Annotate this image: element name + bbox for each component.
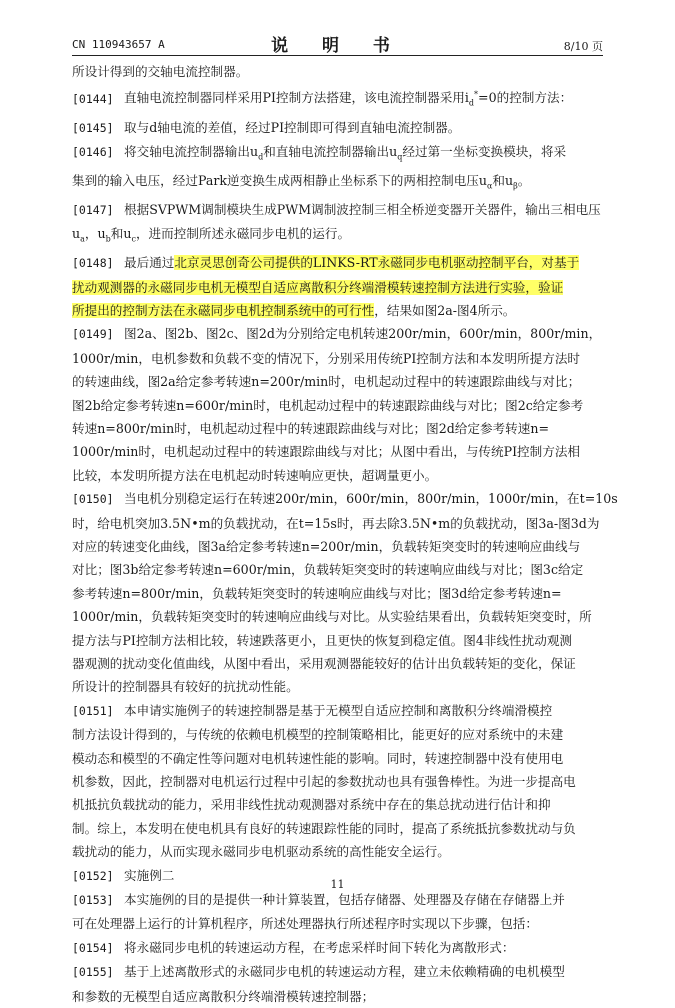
text-line [72,169,605,198]
subscript: b [105,234,111,244]
line-text: 1000r/min，负载转矩突变时的转速响应曲线与对比。从实验结果看出，负载转矩突变时，所 [72,609,592,625]
paragraph-number: [0146] [72,144,114,159]
line-text: 比较，本发明所提方法在电机起动时转速响应更快，超调量更小。 [72,467,438,483]
text-line [72,440,605,463]
page-header [72,26,603,54]
line-text: 图2b给定参考转速n=600r/min时，电机起动过程中的转速跟踪曲线与对比；图2c给定参考 [72,397,584,413]
paragraph-number: [0144] [72,91,114,106]
line-text: =0的控制方法： [478,90,573,106]
subscript: c [131,234,136,244]
line-text: 所设计得到的交轴电流控制器。 [72,64,249,79]
line-text: 和直轴电流控制器输出u [263,143,398,159]
text-line [72,912,605,935]
line-text: 图2a、图2b、图2c、图2d为分别给定电机转速200r/min，600r/min，800r/min， [124,326,602,342]
line-text: u [72,226,81,242]
paragraph-number: [0145] [72,120,114,135]
line-text: 时，给电机突加3.5N•m的负载扰动，在t=15s时，再去除3.5N•m的负载扰动，图3a-图3d为 [72,515,600,531]
text-line [72,60,605,83]
document-body [72,60,618,1008]
line-text: 对比；图3b给定参考转速n=600r/min，负载转矩突变时的转速响应曲线与对比；图3c给定 [72,562,584,578]
paragraph-number: [0153] [72,893,114,908]
line-text: 最后通过 [124,255,175,271]
line-text: 经过第一坐标变换模块，将采 [402,143,567,159]
text-line [72,464,605,487]
highlighted-text: 北京灵思创奇公司提供的LINKS-RT永磁同步电机驱动控制平台，对基于 [174,255,580,271]
text-line [72,793,605,816]
text-line [72,198,605,222]
line-text: 制方法设计得到的，与传统的依赖电机模型的控制策略相比，能更好的应对系统中的未建 [72,727,564,743]
patent-number: CN 110943657 A [72,38,165,51]
highlighted-text: 扰动观测器的永磁同步电机无模型自适应离散积分终端滑模转速控制方法进行实验，验证 [72,279,564,295]
text-line [72,699,605,723]
text-line [72,747,605,770]
subscript: d [258,152,264,162]
text-line [72,394,605,417]
line-text: 本申请实施例子的转速控制器是基于无模型自适应控制和离散积分终端滑模控 [124,702,553,718]
line-text: 将永磁同步电机的转速运动方程，在考虑采样时间下转化为离散形式： [124,939,515,955]
line-text: ，进而控制所述永磁同步电机的运行。 [135,226,351,242]
line-text: 对应的转速变化曲线，图3a给定参考转速n=200r/min，负载转矩突变时的转速响应曲线与 [72,538,581,554]
line-text: 模动态和模型的不确定性等问题对电机转速性能的影响。同时，转速控制器中没有使用电 [72,750,564,766]
line-text: 集到的输入电压，经过Park逆变换生成两相静止坐标系下的两相控制电压u [72,172,487,188]
text-line [72,116,605,140]
paragraph-number: [0150] [72,492,114,507]
text-line [72,512,605,535]
paragraph-number: [0148] [72,256,114,271]
line-text: 。 [517,172,531,188]
line-text: 机参数，因此，控制器对电机运行过程中引起的参数扰动也具有强鲁棒性。为进一步提高电 [72,774,576,790]
subscript: a [80,234,85,244]
text-line [72,417,605,440]
line-text: 载扰动的能力，从而实现永磁同步电机驱动系统的高性能安全运行。 [72,844,450,860]
line-text: 和参数的无模型自适应离散积分终端滑模转速控制器； [72,988,375,1004]
text-line [72,605,605,628]
line-text: 转速n=800r/min时，电机起动过程中的转速跟踪曲线与对比；图2d给定参考转速n= [72,420,550,436]
text-line [72,222,605,251]
text-line [72,347,605,370]
line-text: 将交轴电流控制器输出u [124,143,259,159]
line-text: 器观测的扰动变化值曲线，从图中看出，采用观测器能较好的估计出负载转矩的变化，保证 [72,656,576,671]
line-text: 所设计的控制器具有较好的抗扰动性能。 [72,679,299,695]
line-text: 基于上述离散形式的永磁同步电机的转速运动方程，建立未依赖精确的电机模型 [124,964,565,980]
text-line [72,817,605,840]
subscript: β [513,181,518,191]
line-text: 制。综上，本发明在使电机具有良好的转速跟踪性能的同时，提高了系统抵抗参数扰动与负 [72,820,576,836]
line-text: 提方法与PI控制方法相比较，转速跌落更小，且更快的恢复到稳定值。图4非线性扰动观测 [72,632,573,648]
text-line [72,840,605,863]
paragraph-number: [0147] [72,202,114,217]
line-text: 直轴电流控制器同样采用PI控制方法搭建，该电流控制器采用i [124,90,469,106]
text-line [72,251,605,275]
header-rule [72,55,603,56]
text-line [72,322,605,346]
text-line [72,960,605,984]
line-text: 的转速曲线，图2a给定参考转速n=200r/min时，电机起动过程中的转速跟踪曲线与对比； [72,374,581,390]
page-number: 11 [330,878,345,891]
text-line [72,535,605,558]
text-line [72,770,605,793]
paragraph-number: [0155] [72,965,114,980]
text-line [72,140,605,169]
text-line [72,675,605,698]
line-text: 根据SVPWM调制模块生成PWM调制波控制三相全桥逆变器开关器件，输出三相电压 [124,201,601,217]
subscript: d [468,99,475,109]
text-line [72,629,605,652]
line-text: ，结果如图2a-图4所示。 [374,302,516,318]
line-text: 可在处理器上运行的计算机程序，所述处理器执行所述程序时实现以下步骤，包括： [72,916,538,932]
text-line [72,723,605,746]
text-line [72,83,605,115]
line-text: 机抵抗负载扰动的能力，采用非线性扰动观测器对系统中存在的集总扰动进行估计和抑 [72,797,551,813]
line-text: 当电机分别稳定运行在转速200r/min，600r/min，800r/min，1000r/min，在t=10s [124,491,618,507]
text-line [72,652,605,675]
subscript: q [397,152,403,162]
line-text: 取与d轴电流的差值，经过PI控制即可得到直轴电流控制器。 [124,119,461,135]
highlighted-text: 所提出的控制方法在永磁同步电机控制系统中的可行性 [72,302,375,318]
subscript: α [487,181,493,191]
line-text: 实施例二 [124,867,175,883]
line-text: 1000r/min时，电机起动过程中的转速跟踪曲线与对比；从图中看出，与传统PI控制方法相 [72,444,581,460]
text-line [72,487,618,511]
line-text: 和u [110,226,132,242]
text-line [72,582,605,605]
line-text: 参考转速n=800r/min，负载转矩突变时的转速响应曲线与对比；图3d给定参考转速n= [72,585,562,601]
text-line [72,276,605,299]
text-line [72,888,605,912]
text-line [72,370,605,393]
line-text: 本实施例的目的是提供一种计算装置，包括存储器、处理器及存储在存储器上并 [124,892,565,908]
text-line [72,558,605,581]
text-line [72,985,605,1008]
document-title: 说 明 书 [271,36,404,56]
page-indicator: 8/10 页 [563,40,603,53]
paragraph-number: [0149] [72,327,114,342]
paragraph-number: [0154] [72,940,114,955]
superscript: * [474,90,479,100]
line-text: ，u [84,226,106,242]
line-text: 1000r/min，电机参数和负载不变的情况下，分别采用传统PI控制方法和本发明所提方法时 [72,350,581,366]
line-text: 和u [492,172,514,188]
text-line [72,299,605,322]
text-line [72,936,605,960]
paragraph-number: [0151] [72,703,114,718]
paragraph-number: [0152] [72,868,114,883]
